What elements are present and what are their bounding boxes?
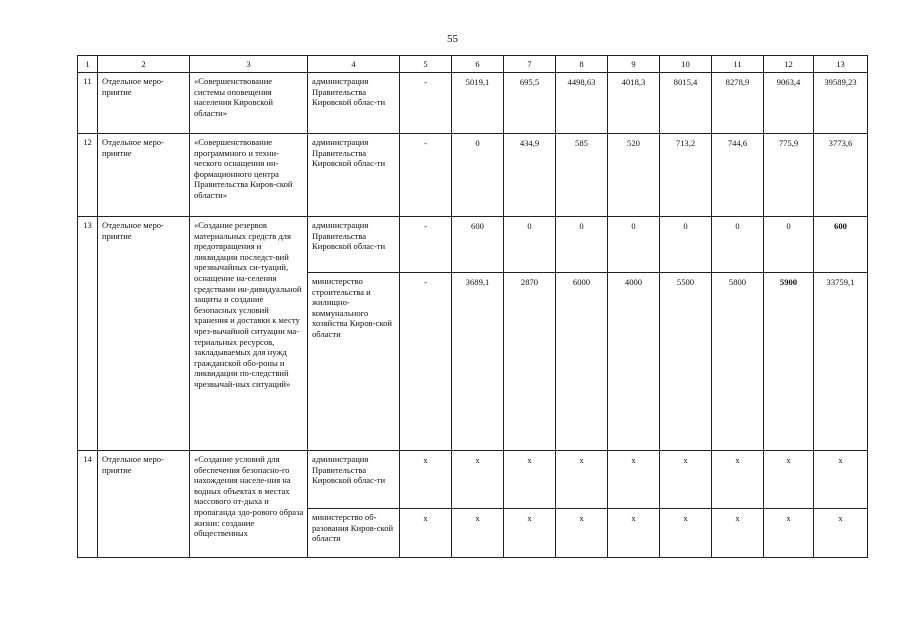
row-executor: администрация Правительства Кировской облас-ти: [308, 451, 400, 509]
header-cell: 2: [98, 56, 190, 73]
value-cell: 5800: [712, 273, 764, 451]
value-cell: x: [452, 451, 504, 509]
value-cell: x: [712, 509, 764, 558]
value-cell: x: [504, 509, 556, 558]
value-cell: x: [452, 509, 504, 558]
value-cell: x: [712, 451, 764, 509]
row-executor: администрация Правительства Кировской облас-ти: [308, 134, 400, 217]
value-cell: 5500: [660, 273, 712, 451]
header-cell: 1: [78, 56, 98, 73]
value-cell: 744,6: [712, 134, 764, 217]
value-cell: 33759,1: [814, 273, 868, 451]
value-cell: 4000: [608, 273, 660, 451]
row-number: 12: [78, 134, 98, 217]
row-name: «Совершенствование системы оповещения населения Кировской области»: [190, 73, 308, 134]
row-type: Отдельное меро-приятие: [98, 217, 190, 451]
value-cell: 8278,9: [712, 73, 764, 134]
row-executor: министерство об-разования Киров-ской области: [308, 509, 400, 558]
value-cell: -: [400, 273, 452, 451]
value-cell: 695,5: [504, 73, 556, 134]
row-number: 14: [78, 451, 98, 558]
row-type: Отдельное меро-приятие: [98, 134, 190, 217]
value-cell: 5019,1: [452, 73, 504, 134]
header-cell: 6: [452, 56, 504, 73]
table-row: [78, 451, 868, 509]
value-cell: 9063,4: [764, 73, 814, 134]
row-executor: администрация Правительства Кировской облас-ти: [308, 73, 400, 134]
value-cell: 2870: [504, 273, 556, 451]
header-cell: 11: [712, 56, 764, 73]
value-cell: -: [400, 73, 452, 134]
value-cell: 600: [814, 217, 868, 273]
row-number: 13: [78, 217, 98, 451]
row-executor: администрация Правительства Кировской облас-ти: [308, 217, 400, 273]
header-cell: 12: [764, 56, 814, 73]
value-cell: -: [400, 134, 452, 217]
header-cell: 3: [190, 56, 308, 73]
value-cell: 713,2: [660, 134, 712, 217]
value-cell: x: [660, 509, 712, 558]
row-name: «Совершенствование программного и техни-ческого оснащения ин-формационного центра Правительства Киров-ской области»: [190, 134, 308, 217]
value-cell: 0: [712, 217, 764, 273]
value-cell: 4498,63: [556, 73, 608, 134]
header-row: [78, 56, 868, 73]
header-cell: 7: [504, 56, 556, 73]
value-cell: 3689,1: [452, 273, 504, 451]
row-name: «Создание условий для обеспечения безопасно-го нахождения населе-ния на водных объектах в местах массового от-дыха и пропаганда здо-рового образа жизни: создание общественных: [190, 451, 308, 558]
row-number: 11: [78, 73, 98, 134]
value-cell: 0: [608, 217, 660, 273]
value-cell: 8015,4: [660, 73, 712, 134]
value-cell: 600: [452, 217, 504, 273]
value-cell: 775,9: [764, 134, 814, 217]
value-cell: x: [556, 509, 608, 558]
header-cell: 9: [608, 56, 660, 73]
header-cell: 8: [556, 56, 608, 73]
value-cell: x: [504, 451, 556, 509]
page-number: 55: [447, 33, 458, 45]
value-cell: x: [400, 451, 452, 509]
value-cell: x: [814, 509, 868, 558]
table-row: [78, 217, 868, 273]
value-cell: x: [608, 451, 660, 509]
header-cell: 10: [660, 56, 712, 73]
header-cell: 5: [400, 56, 452, 73]
value-cell: 5900: [764, 273, 814, 451]
row-type: Отдельное меро-приятие: [98, 451, 190, 558]
value-cell: 434,9: [504, 134, 556, 217]
value-cell: 0: [556, 217, 608, 273]
value-cell: 585: [556, 134, 608, 217]
value-cell: x: [764, 451, 814, 509]
value-cell: 0: [452, 134, 504, 217]
value-cell: x: [660, 451, 712, 509]
value-cell: 4018,3: [608, 73, 660, 134]
row-type: Отдельное меро-приятие: [98, 73, 190, 134]
header-cell: 4: [308, 56, 400, 73]
table-row: [78, 134, 868, 217]
value-cell: x: [608, 509, 660, 558]
value-cell: x: [556, 451, 608, 509]
program-table: [77, 55, 868, 558]
value-cell: 39589,23: [814, 73, 868, 134]
value-cell: -: [400, 217, 452, 273]
header-cell: 13: [814, 56, 868, 73]
value-cell: 520: [608, 134, 660, 217]
value-cell: 3773,6: [814, 134, 868, 217]
row-name: «Создание резервов материальных средств для предотвращения и ликвидации последст-вий чрезвычайных си-туаций, оснащение на-селения средствами ин-дивидуальной защиты и создание безопасных условий хранения и доставки к месту чрез-вычайной ситуации ма-териальных ресурсов, закладываемых для нужд гражданской обо-роны и ликвидации по-следствий чрезвычай-ных ситуаций»: [190, 217, 308, 451]
value-cell: 0: [764, 217, 814, 273]
value-cell: x: [814, 451, 868, 509]
value-cell: x: [764, 509, 814, 558]
value-cell: x: [400, 509, 452, 558]
value-cell: 6000: [556, 273, 608, 451]
value-cell: 0: [660, 217, 712, 273]
table-row: [78, 73, 868, 134]
row-executor: министерство строительства и жилищно-коммунального хозяйства Киров-ской области: [308, 273, 400, 451]
value-cell: 0: [504, 217, 556, 273]
